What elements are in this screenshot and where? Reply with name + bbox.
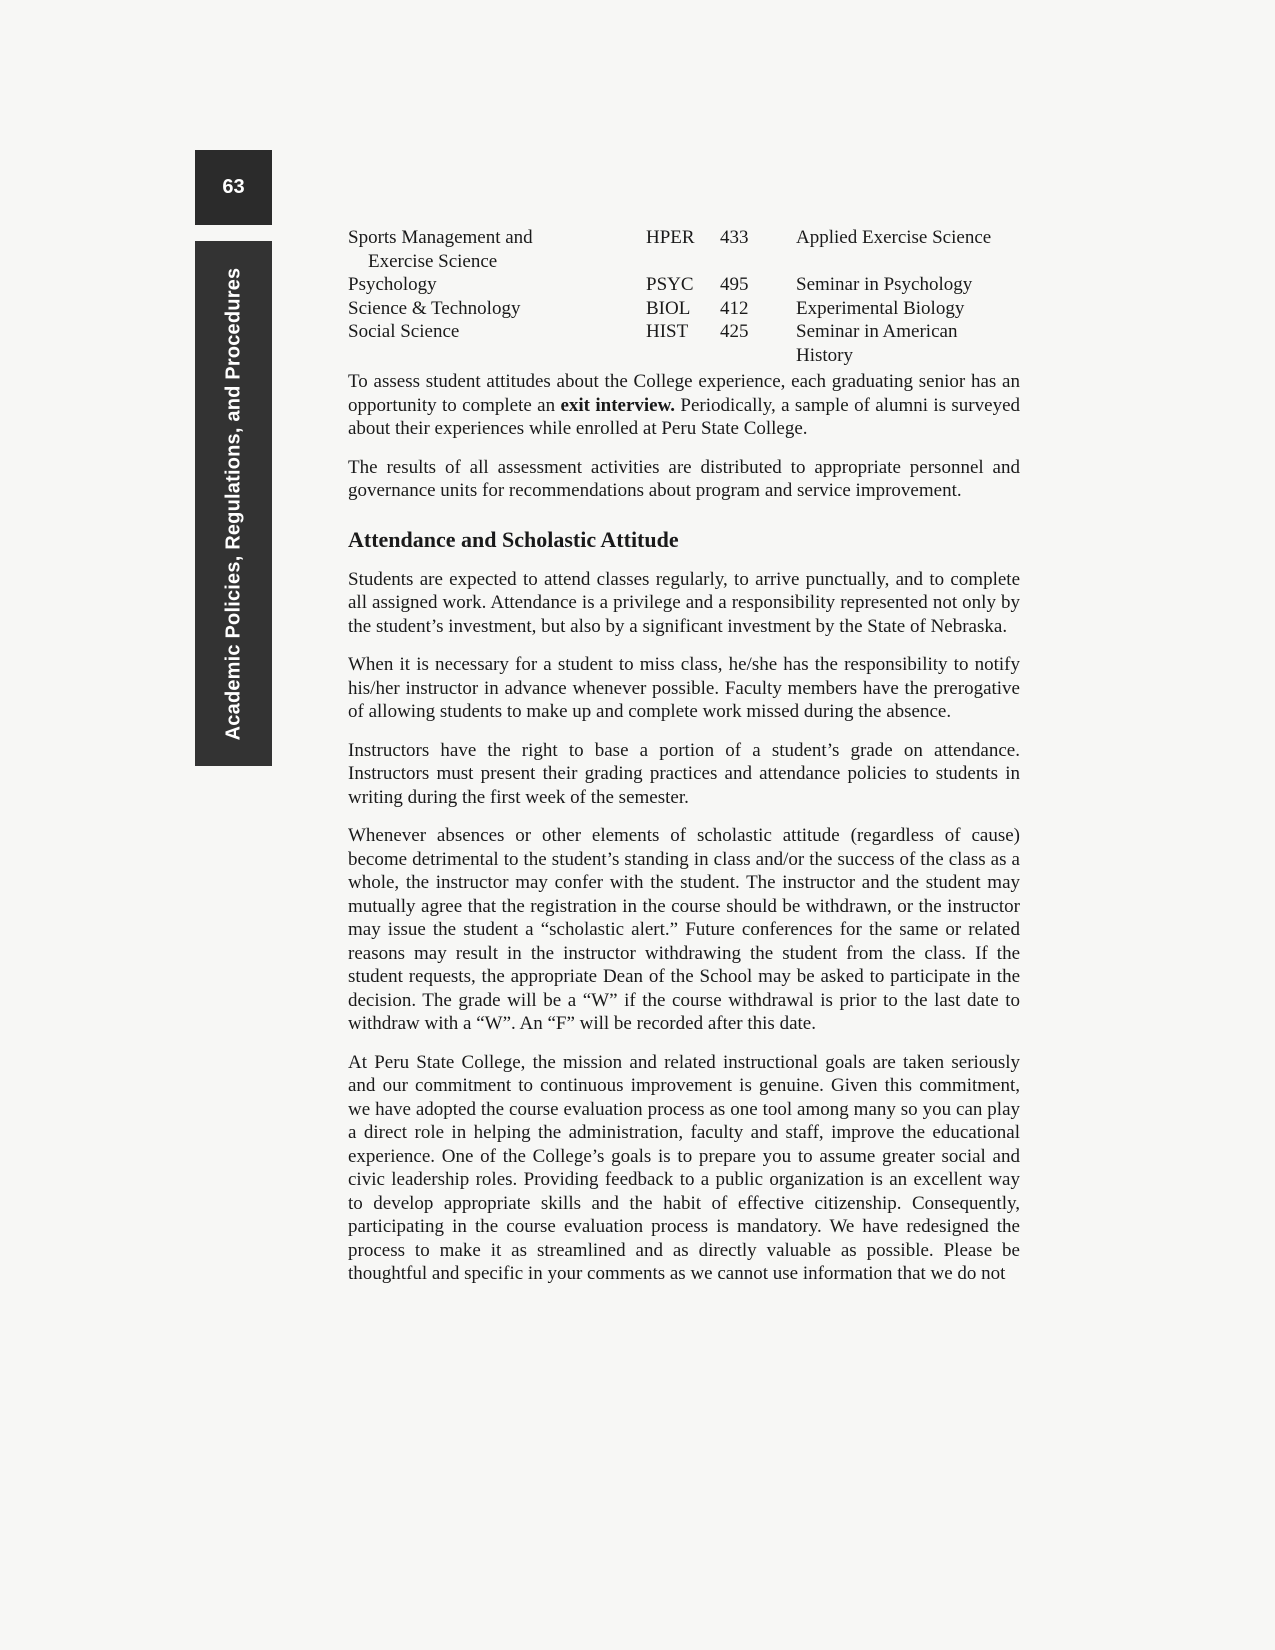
- attendance-paragraph-expectations: Students are expected to attend classes regularly, to arrive punctually, and to complete all assigned work. Attendance is a privilege and a responsibility represented not only by the student’s investment, but also by a significant investment by the State of Nebraska.: [348, 568, 1020, 637]
- page-content: [348, 226, 1020, 1301]
- assessment-results-paragraph: The results of all assessment activities are distributed to appropriate personnel and governance units for recommendations about program and service improvement.: [348, 456, 1020, 501]
- course-number-cell: 495: [720, 274, 749, 295]
- course-title: Seminar in American: [796, 321, 958, 342]
- dept-cell: HPER: [646, 227, 695, 248]
- page-number-text: 63: [222, 176, 245, 198]
- course-number-cell: 425: [720, 321, 749, 342]
- exit-interview-text-end: Periodically, a sample of alumni is surveyed about their experiences while enrolled at Peru State College.: [348, 394, 1021, 439]
- dept-cell: HIST: [646, 321, 689, 342]
- course-number-cell: 433: [720, 227, 749, 248]
- table-row: [348, 320, 1020, 367]
- section-side-tab: [195, 241, 272, 766]
- page-number: [195, 150, 272, 225]
- major-cell: [348, 226, 646, 273]
- major-name-continued: Exercise Science: [368, 250, 498, 272]
- capstone-course-table: [348, 226, 1020, 367]
- attendance-paragraph-grading: Instructors have the right to base a portion of a student’s grade on attendance. Instructors must present their grading practices and attendance policies to students in writing during the first week of the semester.: [348, 739, 1020, 808]
- attendance-paragraph-missed-class: When it is necessary for a student to miss class, he/she has the responsibility to notify his/her instructor in advance whenever possible. Faculty members have the prerogative of allowing students to make up and complete work missed during the absence.: [348, 654, 1020, 722]
- table-row: [348, 226, 1020, 273]
- course-title-cell: Seminar in Psychology: [796, 274, 973, 295]
- major-cell: Psychology: [348, 274, 437, 295]
- section-side-tab-label: Academic Policies, Regulations, and Procedures: [222, 267, 244, 740]
- major-name: Sports Management and: [348, 227, 533, 248]
- table-row: [348, 273, 1020, 297]
- course-title-cell: Applied Exercise Science: [796, 227, 992, 248]
- exit-interview-text-start: To assess student attitudes about the College experience, each graduating senior has an opportunity to complete an: [348, 371, 1020, 416]
- table-row: [348, 297, 1020, 321]
- course-evaluation-paragraph: At Peru State College, the mission and related instructional goals are taken seriously and our commitment to continuous improvement is genuine. Given this commitment, we have adopted the course evaluation process as one tool among many so you can play a direct role in helping the administration, faculty and staff, improve the educational experience. One of the College’s goals is to prepare you to assume greater social and civic leadership roles. Providing feedback to a public organization is an excellent way to develop appropriate skills and the habit of effective citizenship. Consequently, participating in the course evaluation process is mandatory. We have redesigned the process to make it as streamlined and as directly valuable as possible. Please be thoughtful and specific in your comments as we cannot use information that we do not: [348, 1051, 1020, 1284]
- exit-interview-term: exit interview.: [560, 394, 676, 416]
- course-title-continued: History: [796, 344, 853, 366]
- major-cell: Science & Technology: [348, 297, 521, 319]
- attendance-paragraph-scholastic-alert: Whenever absences or other elements of scholastic attitude (regardless of cause) become detrimental to the student’s standing in class and/or the success of the class as a whole, the instructor may confer with the student. The instructor and the student may mutually agree that the registration in the course should be withdrawn, or the instructor may issue the student a “scholastic alert.” Future conferences for the same or related reasons may result in the instructor withdrawing the student from the class. If the student requests, the appropriate Dean of the School may be asked to participate in the decision. The grade will be a “W” if the course withdrawal is prior to the last date to withdraw with a “W”. An “F” will be recorded after this date.: [348, 825, 1020, 1034]
- dept-cell: PSYC: [646, 274, 694, 295]
- course-number-cell: 412: [720, 297, 749, 319]
- exit-interview-paragraph: [348, 370, 1020, 441]
- course-title-cell: Experimental Biology: [796, 297, 965, 319]
- dept-cell: BIOL: [646, 297, 691, 319]
- attendance-heading: Attendance and Scholastic Attitude: [348, 526, 679, 552]
- major-cell: Social Science: [348, 321, 460, 342]
- course-title-cell: [796, 320, 1020, 367]
